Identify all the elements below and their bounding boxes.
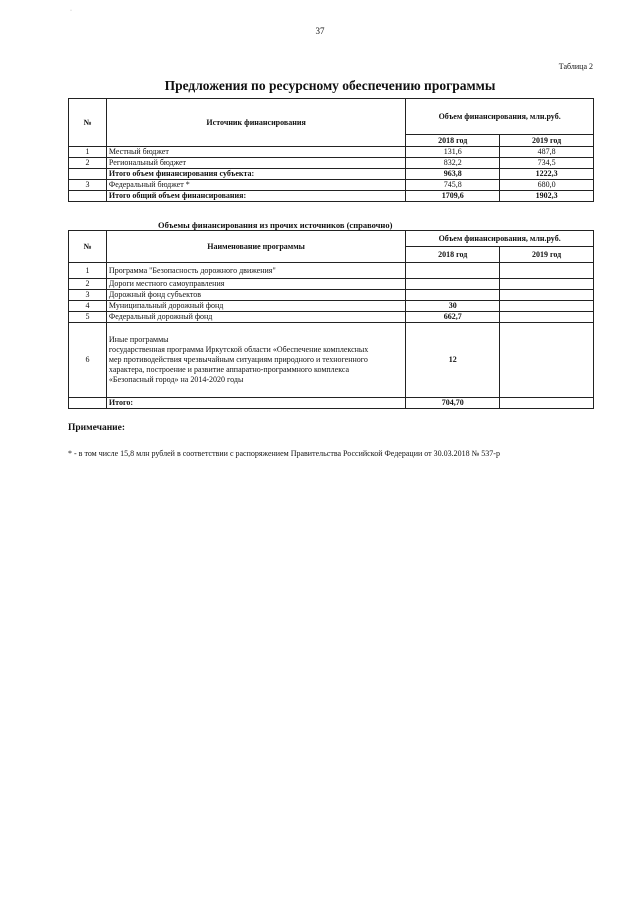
value-2019: 1902,3: [500, 191, 594, 202]
value-2018: [406, 263, 500, 279]
program-line: Иные программы: [108, 335, 169, 344]
value-2019: [500, 323, 594, 398]
program-line: государственная программа Иркутской области «Обеспечение комплексных: [108, 345, 369, 354]
value-2019: [500, 398, 594, 409]
row-number: 2: [69, 158, 107, 169]
value-2018: 131,6: [406, 147, 500, 158]
col-header-volume: Объем финансирования, млн.руб.: [406, 99, 594, 135]
row-number: 3: [69, 180, 107, 191]
program-line: мер противодействия чрезвычайным ситуациям природного и техногенного: [108, 355, 368, 364]
row-number: 5: [69, 312, 107, 323]
value-2019: 487,8: [500, 147, 594, 158]
row-number: [69, 169, 107, 180]
program-name: Федеральный дорожный фонд: [106, 312, 405, 323]
program-name: Дороги местного самоуправления: [106, 279, 405, 290]
value-2018: 963,8: [406, 169, 500, 180]
col-header-2018: 2018 год: [406, 247, 500, 263]
row-number: 1: [69, 263, 107, 279]
source-name: Местный бюджет: [106, 147, 405, 158]
row-number: 3: [69, 290, 107, 301]
col-header-source: Источник финансирования: [106, 99, 405, 147]
value-2019: 680,0: [500, 180, 594, 191]
program-line: «Безопасный город» на 2014-2020 годы: [108, 375, 244, 384]
value-2019: [500, 301, 594, 312]
program-name: Программа "Безопасность дорожного движения": [106, 263, 405, 279]
table-row: [69, 147, 594, 158]
table-row: [69, 279, 594, 290]
table-row: [69, 180, 594, 191]
col-header-2018: 2018 год: [406, 135, 500, 147]
source-name: Итого общий объем финансирования:: [106, 191, 405, 202]
table-row-total: [69, 398, 594, 409]
value-2019: [500, 279, 594, 290]
row-number: 2: [69, 279, 107, 290]
col-header-number: №: [69, 99, 107, 147]
col-header-2019: 2019 год: [500, 135, 594, 147]
value-2018: [406, 279, 500, 290]
total-label: Итого:: [106, 398, 405, 409]
table-row: [69, 158, 594, 169]
table-reference: Таблица 2: [558, 62, 593, 71]
value-2018: 662,7: [406, 312, 500, 323]
row-number: 6: [69, 323, 107, 398]
source-name: Федеральный бюджет *: [106, 180, 405, 191]
source-name: Региональный бюджет: [106, 158, 405, 169]
value-2018: 12: [406, 323, 500, 398]
funding-sources-table: [68, 98, 594, 202]
note-heading: Примечание:: [68, 423, 126, 433]
secondary-table-subtitle: Объемы финансирования из прочих источников (справочно): [158, 220, 393, 230]
table-row: [69, 323, 594, 398]
document-title: Предложения по ресурсному обеспечению программы: [164, 78, 496, 93]
value-2018: 30: [406, 301, 500, 312]
program-name: Муниципальный дорожный фонд: [106, 301, 405, 312]
value-2018: 832,2: [406, 158, 500, 169]
value-2018: 745,8: [406, 180, 500, 191]
col-header-2019: 2019 год: [500, 247, 594, 263]
program-name: Дорожный фонд субъектов: [106, 290, 405, 301]
table-row: [69, 312, 594, 323]
row-number: [69, 398, 107, 409]
value-2018: 1709,6: [406, 191, 500, 202]
table-row: [69, 301, 594, 312]
row-number: 4: [69, 301, 107, 312]
row-number: [69, 191, 107, 202]
table-row-total: [69, 191, 594, 202]
program-name-multiline: [106, 323, 405, 398]
table-row-subtotal: [69, 169, 594, 180]
value-2018: 704,70: [406, 398, 500, 409]
col-header-program: Наименование программы: [106, 231, 405, 263]
value-2019: [500, 290, 594, 301]
source-name: Итого объем финансирования субъекта:: [106, 169, 405, 180]
table-row: [69, 290, 594, 301]
value-2019: 734,5: [500, 158, 594, 169]
col-header-number: №: [69, 231, 107, 263]
value-2019: [500, 263, 594, 279]
value-2018: [406, 290, 500, 301]
value-2019: 1222,3: [500, 169, 594, 180]
footnote-text: * - в том числе 15,8 млн рублей в соответствии с распоряжением Правительства Российской Федерации от 30.03.2018 № 537-р: [68, 449, 500, 458]
col-header-volume: Объем финансирования, млн.руб.: [406, 231, 594, 247]
page-number: 37: [315, 26, 325, 36]
table-row: [69, 263, 594, 279]
scan-speck: ·: [70, 8, 72, 14]
other-sources-table: [68, 230, 594, 409]
program-line: характера, построение и развитие аппаратно-программного комплекса: [108, 365, 350, 374]
row-number: 1: [69, 147, 107, 158]
value-2019: [500, 312, 594, 323]
